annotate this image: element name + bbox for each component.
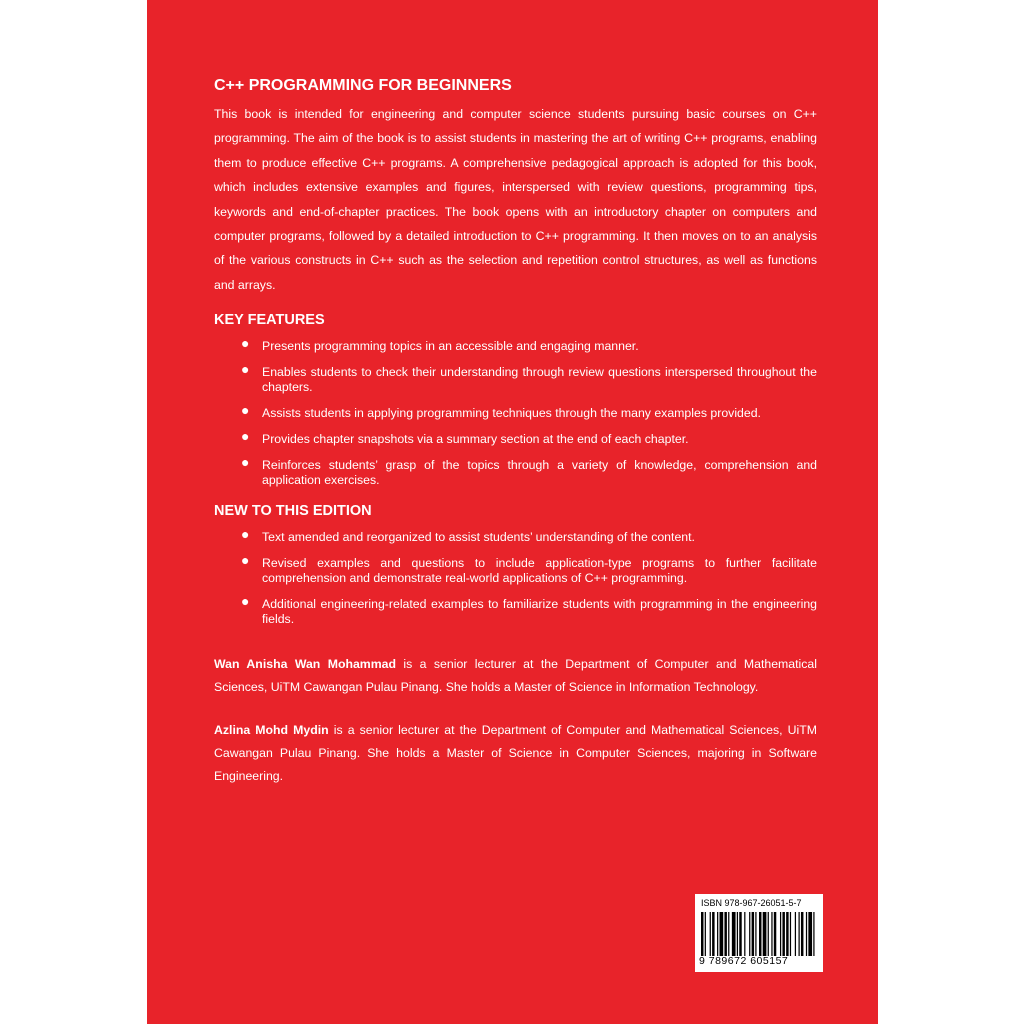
barcode-bar [768,912,769,956]
barcode-bar [798,912,799,956]
key-feature-item: ● Assists students in applying programming techniques through the many examples provided. [241,402,761,421]
barcode-bar [755,912,756,956]
barcode-bar [759,912,761,956]
key-features-heading: KEY FEATURES [214,312,325,329]
bullet-icon: ● [241,402,250,419]
key-feature-item: ● Reinforces students’ grasp of the topics through a variety of knowledge, comprehension and application exercises. [241,454,817,488]
barcode-bar [782,912,784,956]
barcode-bar [808,912,812,956]
barcode-bar [710,912,711,956]
new-edition-list [214,526,817,627]
author-bio-text: is a senior lecturer at the Department of Computer and Mathematical Sciences, UiTM Cawangan Pulau Pinang. She holds a Master of Science in Computer Sciences, majoring in Software Engineering. [214,723,817,784]
bullet-icon: ● [241,335,250,352]
book-description: This book is intended for engineering and computer science students pursuing basic courses on C++ programming. The aim of the book is to assist students in mastering the art of writing C++ programs, enabling them to produce effective C++ programs. A comprehensive pedagogical approach is adopted for this book, which includes extensive examples and figures, interspersed with review questions, programming tips, keywords and end-of-chapter practices. The book opens with an introductory chapter on computers and computer programs, followed by a detailed introduction to C++ programming. It then moves on to an analysis of the various constructs in C++ such as the selection and repetition control structures, as well as functions and arrays. [214,107,817,292]
bullet-icon: ● [241,361,250,378]
barcode-bar [712,912,714,956]
key-features-list [214,335,817,488]
barcode-bar [790,912,791,956]
barcode-icon [701,912,817,956]
barcode-bar [780,912,781,956]
new-edition-heading: NEW TO THIS EDITION [214,503,372,520]
barcode-digits: 9 789672 605157 [699,955,789,967]
bullet-icon: ● [241,552,250,569]
author-bio-text: is a senior lecturer at the Department of Computer and Mathematical Sciences, UiTM Cawangan Pulau Pinang. She holds a Master of Science in Information Technology. [214,657,817,695]
barcode-bar [744,912,745,956]
author-bio-2 [214,719,817,788]
barcode-bar [737,912,738,956]
bullet-icon: ● [241,593,250,610]
barcode-bar [705,912,706,956]
back-cover [147,0,878,1024]
barcode-bar [801,912,803,956]
new-edition-item: ● Revised examples and questions to include application-type programs to further facilitate comprehension and demonstrate real-world applications of C++ programming. [241,552,817,586]
key-feature-item: ● Provides chapter snapshots via a summary section at the end of each chapter. [241,428,689,447]
barcode-bar [763,912,767,956]
new-edition-item: ● Additional engineering-related examples to familiarize students with programming in the engineering fields. [241,593,817,627]
barcode-bar [701,912,703,956]
bullet-icon: ● [241,428,250,445]
barcode-bar [795,912,796,956]
barcode-bar [739,912,741,956]
bullet-icon: ● [241,454,250,471]
key-feature-item: ● Presents programming topics in an accessible and engaging manner. [241,335,639,354]
barcode-bar [813,912,814,956]
new-edition-item: ● Text amended and reorganized to assist students’ understanding of the content. [241,526,695,545]
barcode-bar [806,912,807,956]
bullet-icon: ● [241,526,250,543]
barcode-bar [749,912,750,956]
author-name: Wan Anisha Wan Mohammad [214,657,397,672]
book-title: C++ PROGRAMMING FOR BEGINNERS [214,77,512,94]
isbn-barcode-box [695,894,823,972]
barcode-bar [724,912,726,956]
barcode-bar [717,912,718,956]
isbn-label: ISBN 978-967-26051-5-7 [701,898,802,908]
barcode-bar [786,912,788,956]
barcode-bar [732,912,736,956]
barcode-bar [774,912,776,956]
barcode-bar [720,912,724,956]
key-feature-item: ● Enables students to check their understanding through review questions interspersed throughout the chapters. [241,361,817,395]
cover-content [214,76,817,788]
barcode-bar [771,912,772,956]
barcode-bar [728,912,729,956]
author-bio-1 [214,653,817,699]
author-name: Azlina Mohd Mydin [214,723,329,738]
barcode-bar [752,912,754,956]
